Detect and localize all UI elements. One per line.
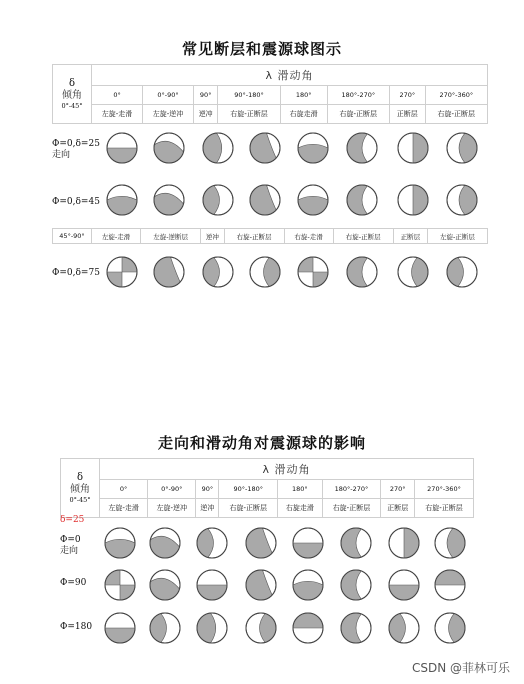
beach-ball-icon xyxy=(246,613,276,643)
beach-ball-icon xyxy=(398,257,428,287)
beach-ball-icon xyxy=(389,528,419,558)
beach-ball-icon xyxy=(203,133,233,163)
fault-type-cell: 逆冲 xyxy=(194,105,218,124)
beach-ball-icon xyxy=(246,528,276,558)
row1-label-line2: 走向 xyxy=(52,150,71,160)
band-type-cell: 右旋-正断层 xyxy=(333,229,393,244)
beach-ball-icon xyxy=(197,613,227,643)
beach-ball-icon xyxy=(154,133,184,163)
beach-ball-icon xyxy=(107,133,137,163)
fault-type-cell: 正断层 xyxy=(389,105,425,124)
angle-cell: 0° xyxy=(100,480,148,499)
row1-label-line2: 走向 xyxy=(60,546,79,556)
beach-ball-icon xyxy=(347,257,377,287)
angle-cell: 180° xyxy=(278,480,322,499)
band-type-cell: 右旋-走滑 xyxy=(284,229,333,244)
beach-ball-icon xyxy=(435,528,465,558)
row2-label: Φ=90 xyxy=(60,578,87,588)
beach-ball-icon xyxy=(105,613,135,643)
beach-ball-icon xyxy=(347,133,377,163)
beach-ball-icon xyxy=(150,570,180,600)
band-type-cell: 左旋-逆断层 xyxy=(141,229,201,244)
angle-cell: 0°-90° xyxy=(143,86,194,105)
dip-name: 倾角 xyxy=(70,483,90,495)
beach-ball-icon xyxy=(250,133,280,163)
row2-label: Φ=0,δ=45 xyxy=(52,197,100,207)
beach-ball-icon xyxy=(246,570,276,600)
fault-type-cell: 左旋-走滑 xyxy=(92,105,143,124)
fault-type-cell: 逆冲 xyxy=(196,499,219,518)
angle-cell: 90° xyxy=(196,480,219,499)
diagram1-title: 常见断层和震源球图示 xyxy=(181,40,342,58)
band-type-cell: 正断层 xyxy=(393,229,427,244)
fault-type-cell: 右旋-正断层 xyxy=(219,499,278,518)
row3-label: Φ=180 xyxy=(60,622,93,632)
angle-cell: 270° xyxy=(381,480,415,499)
beach-ball-icon xyxy=(250,257,280,287)
beach-ball-icon xyxy=(341,570,371,600)
beach-ball-icon xyxy=(197,528,227,558)
beach-ball-icon xyxy=(150,613,180,643)
fault-type-cell: 右旋-正断层 xyxy=(218,105,280,124)
rake-title: λ 滑动角 xyxy=(92,65,488,86)
beach-ball-icon xyxy=(347,185,377,215)
beach-ball-icon xyxy=(435,613,465,643)
beach-ball-icon xyxy=(389,613,419,643)
angle-cell: 90°-180° xyxy=(218,86,280,105)
beach-ball-icon xyxy=(341,528,371,558)
angle-cell: 270° xyxy=(389,86,425,105)
beach-ball-icon xyxy=(203,257,233,287)
fault-type-cell: 右旋走滑 xyxy=(278,499,322,518)
angle-cell: 180°-270° xyxy=(322,480,381,499)
angle-cell: 0°-90° xyxy=(148,480,196,499)
beach-ball-icon xyxy=(298,133,328,163)
row1-label-line1: Φ=0,δ=25 xyxy=(52,139,100,149)
dip-range: 0°-45° xyxy=(61,101,83,110)
beach-ball-icon xyxy=(341,613,371,643)
beach-ball-icon xyxy=(197,570,227,600)
beach-ball-icon xyxy=(447,257,477,287)
beach-ball-icon xyxy=(154,257,184,287)
beach-ball-icon xyxy=(298,257,328,287)
fault-type-cell: 右旋-正断层 xyxy=(327,105,389,124)
row1-label-line1: Φ=0 xyxy=(60,535,81,545)
fault-type-cell: 右旋走滑 xyxy=(280,105,327,124)
beach-ball-icon xyxy=(150,528,180,558)
band-type-cell: 左旋-走滑 xyxy=(92,229,141,244)
beach-ball-icon xyxy=(250,185,280,215)
beach-ball-icon xyxy=(398,133,428,163)
angle-cell: 0° xyxy=(92,86,143,105)
dip-name: 倾角 xyxy=(62,89,82,101)
angle-cell: 90°-180° xyxy=(219,480,278,499)
beach-ball-icon xyxy=(293,570,323,600)
angle-cell: 270°-360° xyxy=(415,480,474,499)
beach-ball-icon xyxy=(435,570,465,600)
angle-cell: 270°-360° xyxy=(425,86,487,105)
angle-cell: 90° xyxy=(194,86,218,105)
beach-ball-icon xyxy=(105,570,135,600)
fault-type-cell: 左旋-走滑 xyxy=(100,499,148,518)
band-type-cell: 逆冲 xyxy=(201,229,224,244)
fault-type-cell: 左旋-逆冲 xyxy=(148,499,196,518)
beach-ball-icon xyxy=(447,185,477,215)
band-range-cell: 45°-90° xyxy=(53,229,92,244)
fault-type-cell: 正断层 xyxy=(381,499,415,518)
fault-type-cell: 右旋-正断层 xyxy=(322,499,381,518)
beach-ball-icon xyxy=(107,185,137,215)
angle-cell: 180° xyxy=(280,86,327,105)
diagram2-title: 走向和滑动角对震源球的影响 xyxy=(157,434,366,452)
beach-ball-icon xyxy=(105,528,135,558)
beach-ball-icon xyxy=(293,613,323,643)
angle-cell: 180°-270° xyxy=(327,86,389,105)
rake-title: λ 滑动角 xyxy=(100,459,474,480)
row3-label: Φ=0,δ=75 xyxy=(52,268,100,278)
fault-type-cell: 左旋-逆冲 xyxy=(143,105,194,124)
beach-ball-icon xyxy=(389,570,419,600)
beach-ball-icon xyxy=(298,185,328,215)
delta-symbol: δ xyxy=(68,77,76,89)
beach-ball-icon xyxy=(203,185,233,215)
fault-type-cell: 右旋-正断层 xyxy=(415,499,474,518)
delta-label: δ=25 xyxy=(60,515,85,525)
beach-ball-icon xyxy=(154,185,184,215)
beach-ball-icon xyxy=(398,185,428,215)
fault-type-cell: 右旋-正断层 xyxy=(425,105,487,124)
band-type-cell: 右旋-正断层 xyxy=(224,229,284,244)
dip-range: 0°-45° xyxy=(69,495,91,504)
beach-ball-icon xyxy=(107,257,137,287)
band-type-cell: 左旋-正断层 xyxy=(427,229,487,244)
beach-ball-icon xyxy=(293,528,323,558)
delta-symbol: δ xyxy=(76,471,84,483)
beach-ball-icon xyxy=(447,133,477,163)
watermark: CSDN @菲林可乐 xyxy=(411,661,510,675)
